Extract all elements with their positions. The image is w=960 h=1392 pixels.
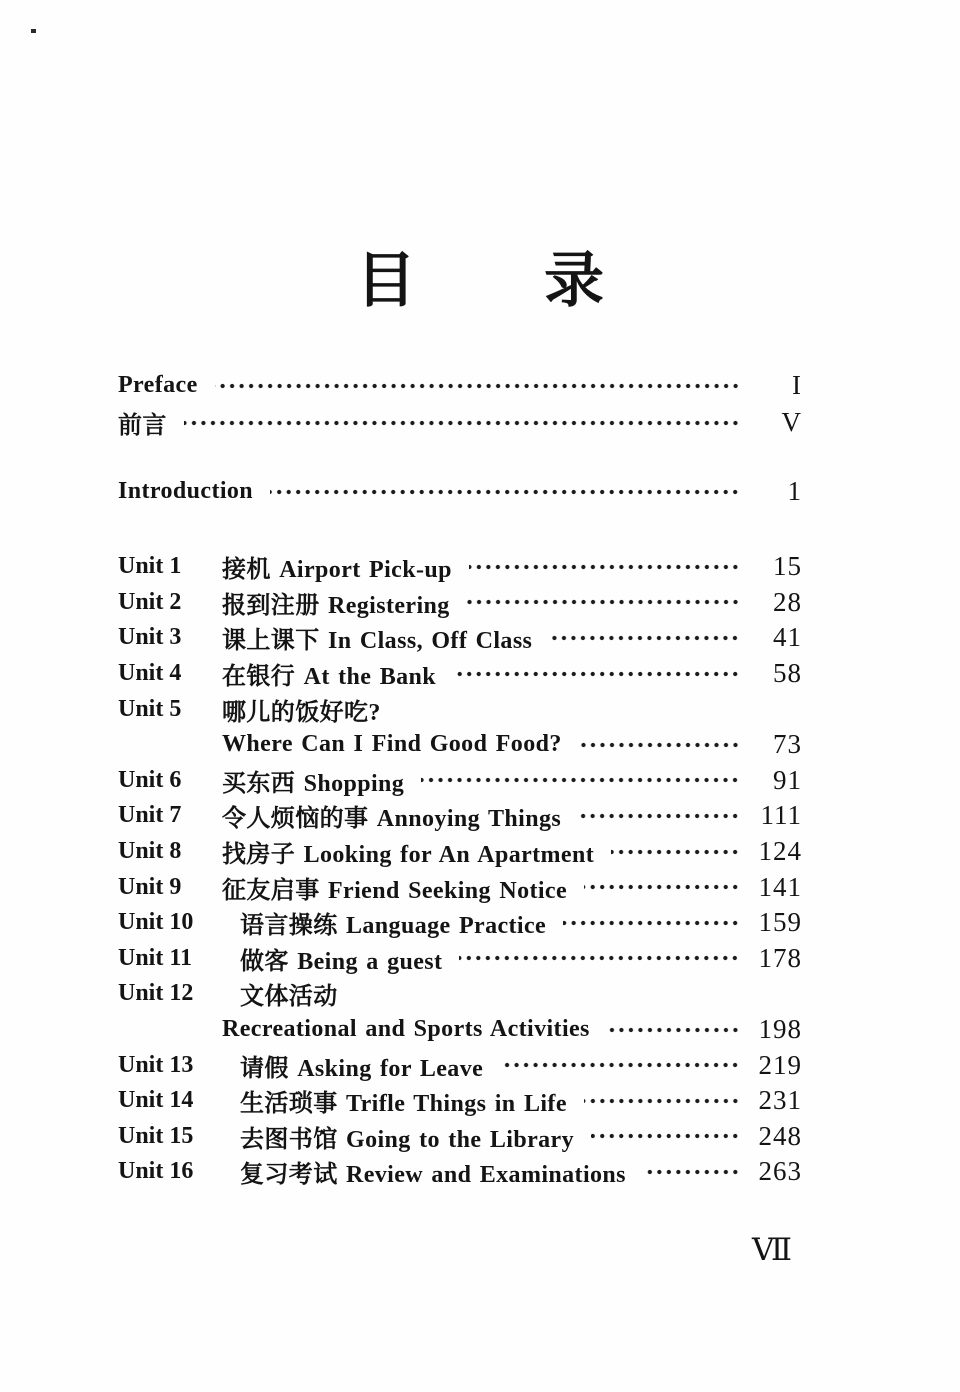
dot-leader (549, 633, 740, 643)
unit-label: Unit 7 (118, 802, 182, 829)
entry-page-number: 178 (758, 942, 802, 973)
toc-entry (118, 1047, 802, 1083)
toc-entry (118, 1154, 802, 1190)
toc-entry (118, 763, 802, 799)
introduction-section (118, 473, 802, 510)
toc-entry (118, 727, 802, 763)
toc-entry (118, 834, 802, 870)
unit-label: Unit 9 (118, 873, 182, 900)
entry-title: Introduction (118, 478, 254, 504)
entry-title: 做客 Being a guest (240, 948, 443, 975)
dot-leader (643, 1167, 740, 1177)
unit-label: Unit 15 (118, 1122, 194, 1149)
entry-title: Preface (118, 372, 198, 398)
toc-entry (118, 1119, 802, 1155)
entry-title: 请假 Asking for Leave (240, 1055, 484, 1082)
entry-title: 哪儿的饭好吃? (222, 699, 381, 726)
dot-leader (591, 1131, 740, 1141)
entry-page-number: 159 (758, 907, 802, 938)
toc-entry (118, 941, 802, 977)
toc-entry (118, 905, 802, 941)
entry-title: Where Can I Find Good Food? (222, 731, 562, 758)
unit-label: Unit 8 (118, 838, 182, 865)
entry-title: 令人烦恼的事 Annoying Things (222, 806, 562, 833)
unit-label: Unit 6 (118, 766, 182, 793)
front-matter-section (118, 367, 802, 441)
entry-title: 课上课下 In Class, Off Class (222, 628, 533, 655)
entry-title: 去图书馆 Going to the Library (240, 1126, 574, 1153)
toc-entry (118, 1083, 802, 1119)
unit-label: Unit 5 (118, 695, 182, 722)
toc-entry (118, 656, 802, 692)
entry-title: 征友启事 Friend Seeking Notice (222, 877, 568, 904)
entry-title: 接机 Airport Pick-up (222, 557, 452, 584)
entry-page-number: 28 (773, 586, 802, 617)
entry-page-number: 263 (758, 1156, 802, 1187)
title-char-left: 目 (356, 248, 416, 315)
dot-leader (459, 953, 740, 963)
toc-entry (118, 367, 802, 404)
folio-page-number: Ⅶ (751, 1232, 792, 1267)
toc-entry (118, 1012, 802, 1048)
entry-title: 在银行 At the Bank (222, 664, 437, 691)
entry-title: Recreational and Sports Activities (222, 1016, 590, 1043)
dot-leader (563, 918, 740, 928)
entry-page-number: I (792, 370, 802, 400)
entry-title: 语言操练 Language Practice (240, 913, 547, 940)
entry-title: 生活琐事 Trifle Things in Life (240, 1091, 567, 1118)
entry-page-number: 198 (758, 1014, 802, 1045)
dot-leader (215, 381, 740, 391)
entry-page-number: 41 (773, 622, 802, 653)
toc-entry (118, 620, 802, 656)
toc-entry (118, 585, 802, 621)
dot-leader (355, 989, 740, 999)
unit-label: Unit 13 (118, 1051, 194, 1078)
entry-title: 前言 (118, 413, 167, 439)
entry-page-number: 58 (773, 658, 802, 689)
dot-leader (453, 669, 740, 679)
dot-leader (579, 740, 740, 750)
entry-title: 找房子 Looking for An Apartment (222, 842, 595, 869)
page-title (0, 246, 960, 316)
dot-leader (578, 811, 740, 821)
unit-label: Unit 14 (118, 1087, 194, 1114)
dot-leader (184, 418, 740, 428)
dot-leader (611, 847, 740, 857)
units-section (118, 549, 802, 1190)
dot-leader (500, 1060, 740, 1070)
entry-title: 报到注册 Registering (222, 592, 450, 619)
entry-page-number: 124 (758, 836, 802, 867)
entry-page-number: 73 (773, 729, 802, 760)
unit-label: Unit 2 (118, 588, 182, 615)
entry-title: 文体活动 (240, 984, 338, 1011)
entry-page-number: 15 (773, 551, 802, 582)
scan-artifact (31, 29, 36, 33)
toc-entry (118, 798, 802, 834)
unit-label: Unit 11 (118, 944, 193, 971)
toc-entry (118, 404, 802, 441)
dot-leader (398, 704, 740, 714)
dot-leader (584, 1096, 740, 1106)
entry-page-number: 141 (758, 871, 802, 902)
toc-entry (118, 473, 802, 510)
unit-label: Unit 4 (118, 660, 182, 687)
dot-leader (270, 487, 740, 497)
toc-entry (118, 976, 802, 1012)
entry-page-number: 111 (760, 800, 802, 831)
dot-leader (607, 1025, 740, 1035)
unit-label: Unit 3 (118, 624, 182, 651)
entry-page-number: 219 (758, 1049, 802, 1080)
unit-label: Unit 1 (118, 553, 182, 580)
toc-entry (118, 691, 802, 727)
dot-leader (467, 597, 740, 607)
entry-title: 复习考试 Review and Examinations (240, 1162, 626, 1189)
dot-leader (469, 562, 740, 572)
entry-page-number: V (781, 407, 802, 437)
entry-page-number: 91 (773, 764, 802, 795)
entry-page-number: 1 (787, 476, 802, 506)
title-char-right: 录 (544, 248, 604, 315)
dot-leader (584, 882, 740, 892)
unit-label: Unit 12 (118, 980, 194, 1007)
unit-label: Unit 10 (118, 909, 194, 936)
toc-entry (118, 869, 802, 905)
toc-entry (118, 549, 802, 585)
entry-page-number: 231 (758, 1085, 802, 1116)
dot-leader (421, 775, 740, 785)
entry-page-number: 248 (758, 1120, 802, 1151)
entry-title: 买东西 Shopping (222, 770, 405, 797)
unit-label: Unit 16 (118, 1158, 194, 1185)
